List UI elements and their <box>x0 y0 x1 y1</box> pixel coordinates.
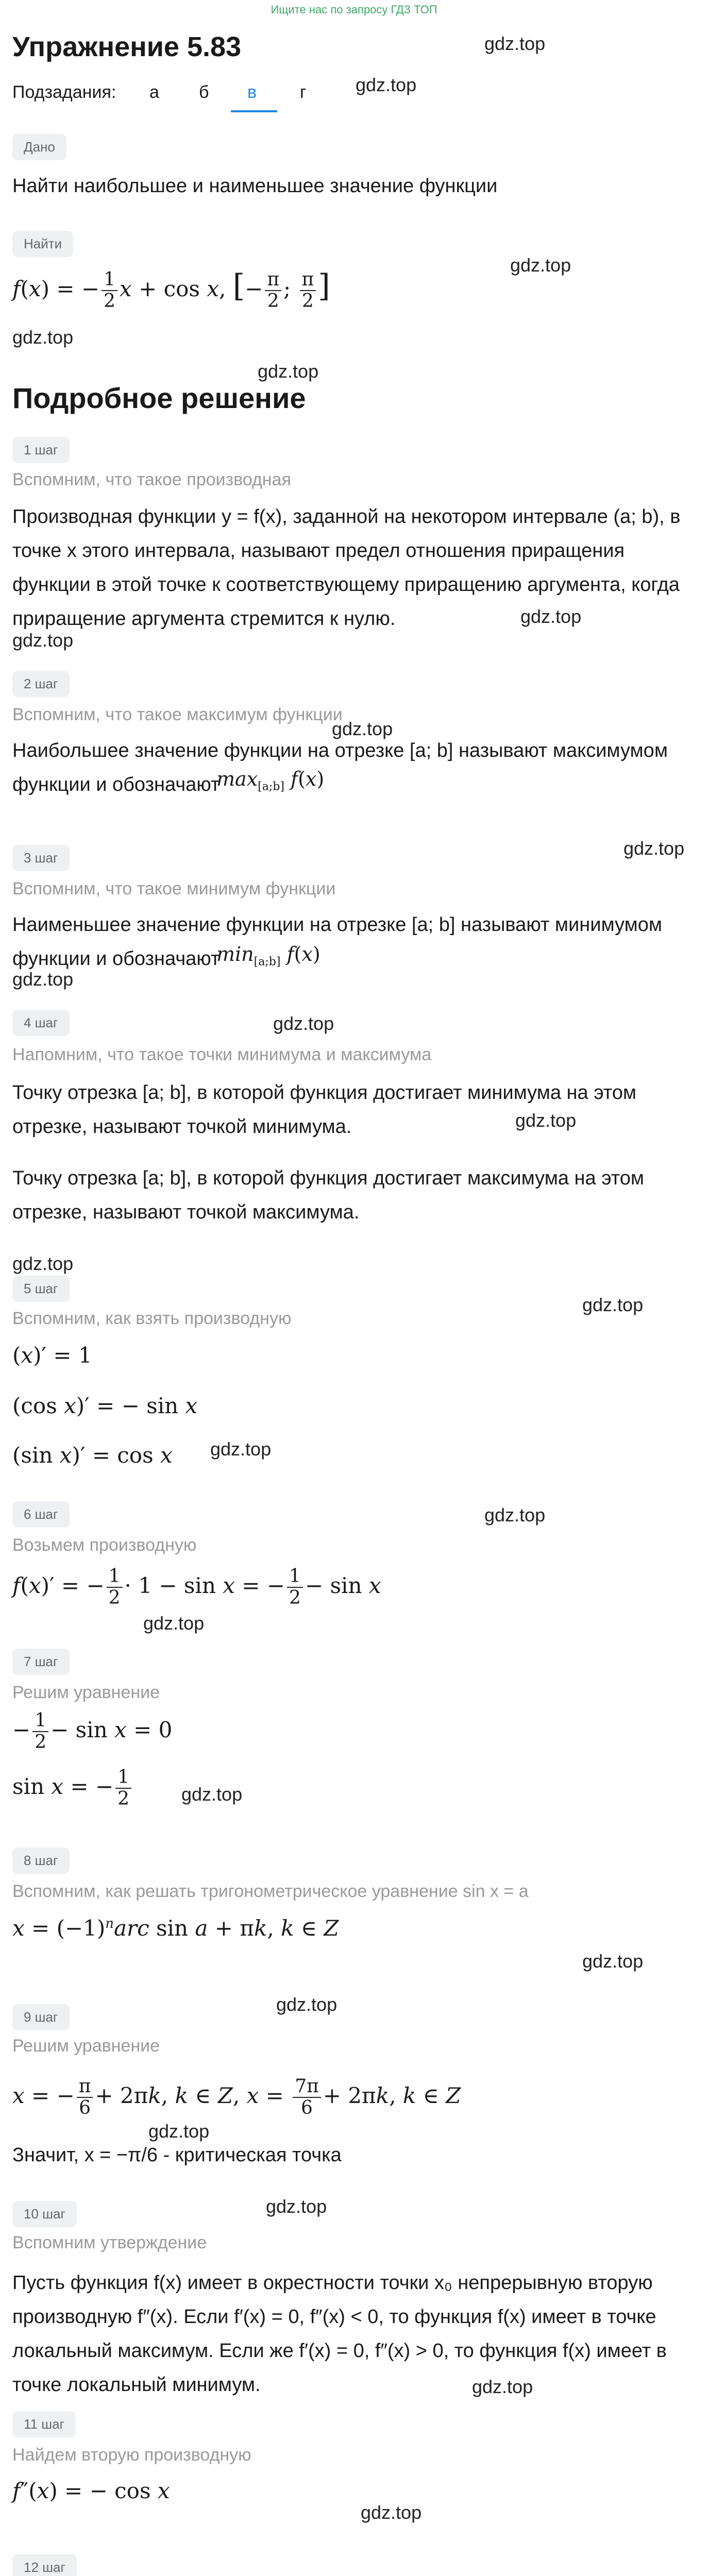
watermark: gdz.top <box>515 1110 577 1131</box>
tab-g[interactable]: г <box>300 82 307 102</box>
watermark: gdz.top <box>623 838 685 859</box>
step-1-note: Вспомним, что такое производная <box>12 470 291 489</box>
tab-b[interactable]: б <box>199 82 209 102</box>
step-7-eq-2: sin x = − $\frac{1}{2}$ <box>12 1767 133 1809</box>
step-9-note: Решим уравнение <box>12 2036 160 2056</box>
step-3-note: Вспомним, что такое минимум функции <box>12 879 336 899</box>
step-1-text: Производная функции y = f(x), заданной на некотором интервале (a; b), в точке x этого интервала, называют предел отношения приращения функции в этой точке к соответствующему приращению аргумента, когда приращение аргумента стремится к нулю. <box>12 506 681 630</box>
step-4-label: 4 шаг <box>12 1010 70 1036</box>
step-12-label: 12 шаг <box>12 2554 77 2576</box>
watermark: gdz.top <box>276 1994 338 2015</box>
step-6-derivative: f(x)′ = − $\frac{1}{2}$ · 1 − sin x = − $\frac{1}{2}$ − sin x <box>12 1566 381 1608</box>
watermark: gdz.top <box>332 718 393 739</box>
step-4-text: Точку отрезка [a; b], в которой функция достигает минимума на этом отрезке, называют точкой минимума. <box>12 1082 637 1138</box>
top-banner[interactable]: Ищите нас по запросу ГДЗ ТОП <box>271 3 437 16</box>
tab-v[interactable]: в <box>247 82 257 102</box>
step-9-text: Значит, x = −π/6 - критическая точка <box>12 2144 342 2166</box>
watermark: gdz.top <box>472 2376 533 2397</box>
step-3-label: 3 шаг <box>12 845 70 871</box>
step-4-note: Напомним, что такое точки минимума и максимума <box>12 1045 432 1064</box>
step-4-text-2: Точку отрезка [a; b], в которой функция достигает максимума на этом отрезке, называют точкой максимума. <box>12 1167 644 1223</box>
tab-a[interactable]: а <box>149 82 159 102</box>
watermark: gdz.top <box>582 1951 644 1972</box>
step-7-note: Решим уравнение <box>12 1683 160 1702</box>
step-8-formula: $x = (-1)^narc$ sin a + πk, k ∈ Z <box>12 1916 339 1941</box>
step-1-label: 1 шаг <box>12 437 70 463</box>
step-11-formula: f″(x) = − cos x <box>12 2478 170 2503</box>
watermark: gdz.top <box>510 255 571 276</box>
watermark: gdz.top <box>582 1294 644 1315</box>
find-label: Найти <box>12 231 73 257</box>
step-11-note: Найдем вторую производную <box>12 2445 251 2465</box>
step-9-roots: x = − $\frac{\pi}{6}$ + 2πk, k ∈ Z, x = $\frac{7\pi}{6}$ + 2πk, k ∈ Z <box>12 2076 461 2119</box>
watermark: gdz.top <box>210 1438 272 1460</box>
step-7-label: 7 шаг <box>12 1649 70 1675</box>
step-5-note: Вспомним, как взять производную <box>12 1309 292 1328</box>
solution-title: Подробное решение <box>12 382 306 414</box>
page-title: Упражнение 5.83 <box>12 31 242 62</box>
step-8-note: Вспомним, как решать тригонометрическое уравнение sin x = a <box>12 1882 529 1901</box>
step-8-label: 8 шаг <box>12 1848 70 1874</box>
step-10-text: Пусть функция f(x) имеет в окрестности точки x₀ непрерывную вторую производную f″(x). Если f′(x) = 0, f″(x) < 0, то функция f(x) имеет в точке локальный максимум. Если же f′(x) = 0, f″(x) > 0, то функция f(x) имеет в точке локальный минимум. <box>12 2272 667 2396</box>
step-3-text: Наименьшее значение функции на отрезке [a; b] называют минимумом функции и обозначают <box>12 914 662 970</box>
given-label: Дано <box>12 134 66 160</box>
given-text: Найти наибольшее и наименьшее значение функции <box>12 175 498 197</box>
step-5-label: 5 шаг <box>12 1276 70 1302</box>
step-2-note: Вспомним, что такое максимум функции <box>12 705 343 724</box>
watermark: gdz.top <box>266 2196 327 2217</box>
watermark: gdz.top <box>258 361 319 382</box>
step-6-label: 6 шаг <box>12 1501 70 1528</box>
watermark: gdz.top <box>12 327 74 348</box>
watermark: gdz.top <box>12 969 74 990</box>
step-10-note: Вспомним утверждение <box>12 2233 207 2252</box>
watermark: gdz.top <box>12 1253 74 1274</box>
watermark: gdz.top <box>148 2121 210 2142</box>
watermark: gdz.top <box>484 1504 546 1526</box>
step-3-min: $\min_{[a;b]} f(x)$ <box>216 943 321 969</box>
watermark: gdz.top <box>356 74 417 95</box>
step-10-label: 10 шаг <box>12 2201 77 2227</box>
step-5-formula-2: (cos x)′ = − sin x <box>12 1393 198 1418</box>
step-2-text: Наибольшее значение функции на отрезке [a; b] называют максимумом функции и обозначают <box>12 740 668 795</box>
watermark: gdz.top <box>361 2502 422 2523</box>
tasks-label: Подзадания: <box>12 82 116 102</box>
tab-active-underline <box>231 110 277 112</box>
watermark: gdz.top <box>143 1613 205 1634</box>
watermark: gdz.top <box>12 630 74 651</box>
step-5-formula-1: (x)′ = 1 <box>12 1343 92 1368</box>
watermark: gdz.top <box>520 606 582 627</box>
watermark: gdz.top <box>181 1784 243 1805</box>
step-9-label: 9 шаг <box>12 2004 70 2030</box>
step-7-eq-1: − $\frac{1}{2}$ − sin x = 0 <box>12 1710 173 1753</box>
watermark: gdz.top <box>273 1013 334 1034</box>
step-11-label: 11 шаг <box>12 2411 76 2437</box>
watermark: gdz.top <box>484 33 546 54</box>
step-5-formula-3: (sin x)′ = cos x <box>12 1443 173 1468</box>
given-function: f(x) = − $\frac{1}{2}$ x + cos x, [− $\frac{\pi}{2}$ ; $\frac{\pi}{2}$ ] <box>12 268 330 312</box>
step-6-note: Возьмем производную <box>12 1535 197 1555</box>
step-2-max: $\max_{[a;b]} f(x)$ <box>216 768 325 793</box>
step-2-label: 2 шаг <box>12 671 70 697</box>
